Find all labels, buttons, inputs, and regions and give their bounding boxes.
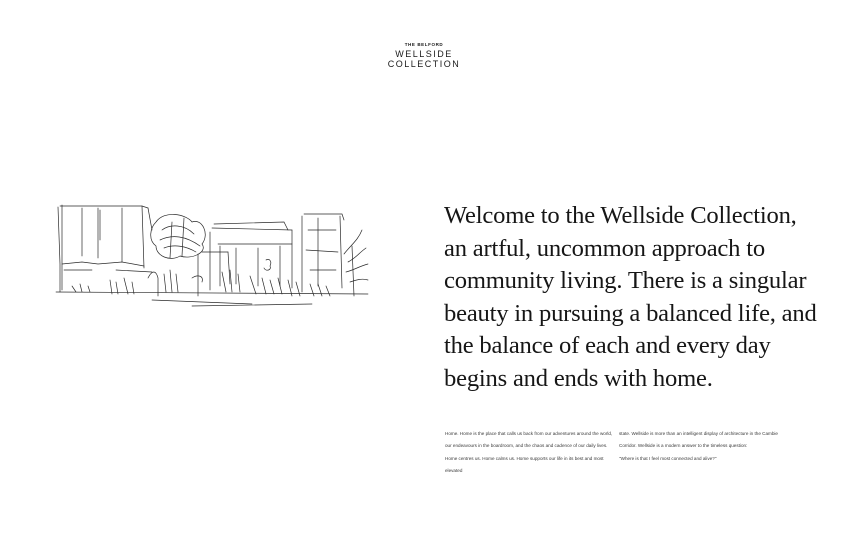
intro-paragraph-column-1: Home. Home is the place that calls us back from our adventures around the world, our endeavours in the boardroom, and the chaos and cadence of our daily lives. Home centres us. Home calms us. Home supports our life in its best and most elevated <box>445 431 613 474</box>
intro-quote: "Where is that I feel most connected and alive?" <box>619 455 717 461</box>
hero-headline: Welcome to the Wellside Collection, an artful, uncommon approach to community living. There is a singular beauty in pursuing a balanced life, and the balance of each and every day begins and ends with home. <box>444 202 817 392</box>
intro-paragraph-column-2 <box>619 428 789 465</box>
intro-paragraph-column-2-text: state. Wellside is more than an intelligent display of architecture in the Cambie Corridor. Wellside is a modern answer to the timeless question: <box>619 431 778 449</box>
brand-subtitle: THE BELFORD <box>404 42 444 47</box>
brand-name-line-1: WELLSIDE <box>395 49 453 59</box>
brand-name-line-2: COLLECTION <box>387 59 461 69</box>
brand-logo[interactable] <box>0 41 848 69</box>
architecture-sketch-illustration <box>52 200 372 312</box>
